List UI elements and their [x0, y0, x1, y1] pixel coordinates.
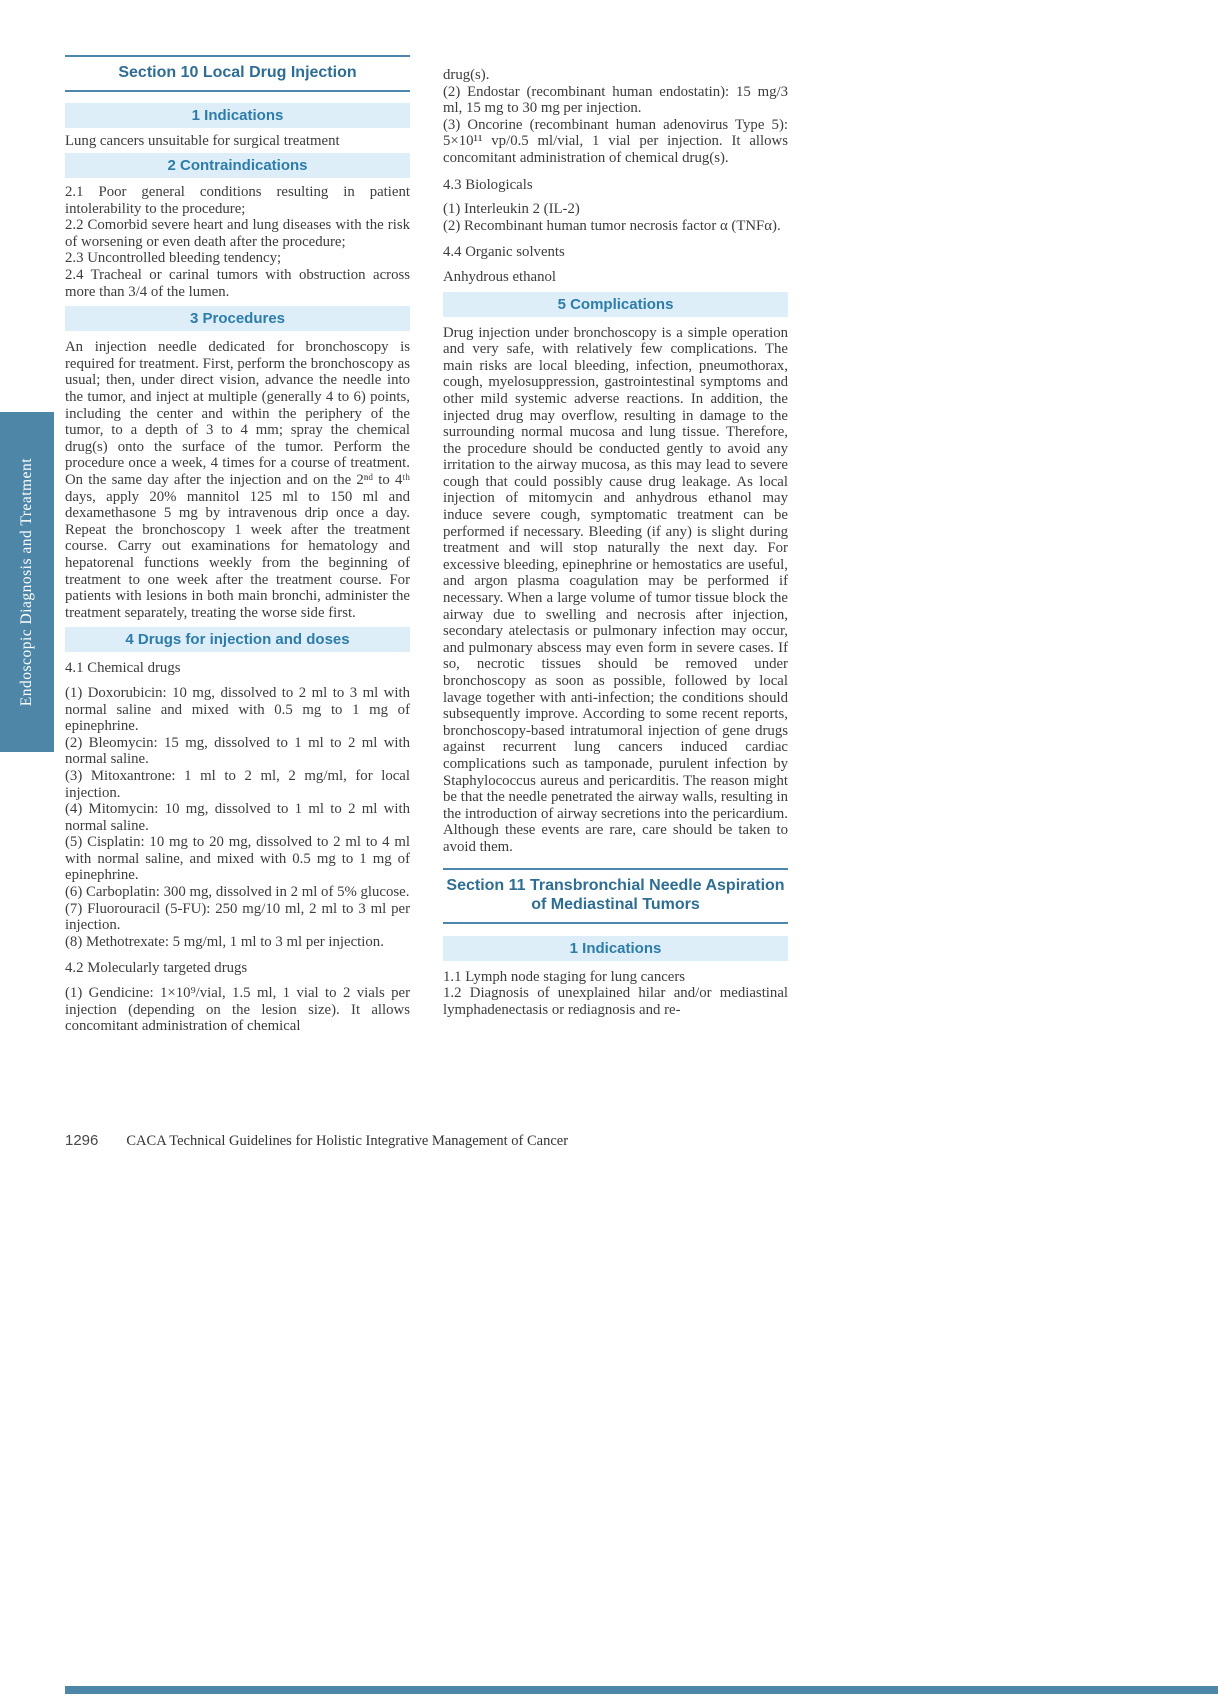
right-column — [443, 0, 788, 1018]
bottom-accent-rule — [65, 1686, 1218, 1694]
chemical-drug-item: (2) Bleomycin: 15 mg, dissolved to 1 ml to 2 ml with normal saline. — [65, 734, 410, 768]
chemical-drug-item: (4) Mitomycin: 10 mg, dissolved to 1 ml to 2 ml with normal saline. — [65, 801, 410, 834]
page-footer — [65, 1132, 568, 1150]
heading-indications: 1 Indications — [65, 103, 410, 128]
left-column — [65, 0, 410, 1035]
biological-item: (1) Interleukin 2 (IL-2) — [443, 201, 580, 218]
chapter-tab — [0, 412, 54, 752]
heading-drugs-doses: 4 Drugs for injection and doses — [65, 627, 410, 652]
indication-item: 1.1 Lymph node staging for lung cancers — [443, 968, 686, 985]
page-number: 1296 — [65, 1132, 99, 1149]
chemical-drug-item: (8) Methotrexate: 5 mg/ml, 1 ml to 3 ml per injection. — [65, 933, 384, 950]
indication-item: 1.2 Diagnosis of unexplained hilar and/or mediastinal lymphadenectasis or rediagnosis and re- — [443, 985, 788, 1018]
contraindication-item: 2.4 Tracheal or carinal tumors with obstruction across more than 3/4 of the lumen. — [65, 267, 410, 300]
heading-complications: 5 Complications — [443, 292, 788, 317]
subheading-organic-solvents: 4.4 Organic solvents — [443, 244, 565, 261]
chapter-tab-label: Endoscopic Diagnosis and Treatment — [18, 457, 35, 707]
chemical-drug-item: (5) Cisplatin: 10 mg to 20 mg, dissolved to 2 ml to 4 ml with normal saline, and mixed with 0.5 mg to 1 mg of epinephrine. — [65, 834, 410, 884]
contraindication-item: 2.1 Poor general conditions resulting in patient intolerability to the procedure; — [65, 184, 410, 217]
section-11-title: Section 11 Transbronchial Needle Aspiration of Mediastinal Tumors — [443, 868, 788, 924]
organic-solvent-text: Anhydrous ethanol — [443, 268, 557, 285]
targeted-drug-item: (2) Endostar (recombinant human endostatin): 15 mg/3 ml, 15 mg to 30 mg per injection. — [443, 83, 788, 117]
procedures-paragraph: An injection needle dedicated for bronchoscopy is required for treatment. First, perform the bronchoscopy as usual; then, under direct vision, advance the needle into the tumor, and inject at multiple (generally 4 to 6) points, including the center and within the periphery of the tumor, to a depth of 3 to 4 mm; spray the chemical drug(s) onto the surface of the tumor. Perform the procedure once a week, 4 times for a course of treatment. On the same day after the injection and on the 2ⁿᵈ to 4ᵗʰ days, apply 20% mannitol 125 ml to 150 ml and dexamethasone 5 mg by intravenous drip once a day. Repeat the bronchoscopy 1 week after the treatment course. Carry out examinations for hematology and hepatorenal functions weekly from the beginning of treatment to one week after the treatment course. For patients with lesions in both main bronchi, administer the treatment separately, treating the worse side first. — [65, 339, 410, 621]
contraindication-item: 2.3 Uncontrolled bleeding tendency; — [65, 250, 282, 267]
targeted-drug-item: (1) Gendicine: 1×10⁹/vial, 1.5 ml, 1 vial to 2 vials per injection (depending on the lesion size). It allows concomitant administration of chemical — [65, 985, 410, 1035]
chemical-drug-item: (1) Doxorubicin: 10 mg, dissolved to 2 ml to 3 ml with normal saline and mixed with 0.5 mg to 1 mg of epinephrine. — [65, 684, 410, 735]
heading-indications-s11: 1 Indications — [443, 936, 788, 961]
complications-paragraph: Drug injection under bronchoscopy is a simple operation and very safe, with relatively few complications. The main risks are local bleeding, infection, pneumothorax, cough, myelosuppression, gastrointestinal symptoms and other mild systemic adverse reactions. In addition, the injected drug may overflow, resulting in damage to the surrounding normal mucosa and lung tissue. Therefore, the procedure should be conducted gently to avoid any irritation to the airway mucosa, as this may lead to severe cough that could possibly cause drug leakage. As local injection of mitomycin and anhydrous ethanol may induce severe cough, symptomatic treatment can be performed if necessary. Bleeding (if any) is slight during treatment and will stop naturally the next day. For excessive bleeding, epinephrine or hemostatics are useful, and argon plasma coagulation may be performed if necessary. When a large volume of tumor tissue block the airway due to swelling and necrosis after injection, secondary atelectasis or pulmonary infection may occur, and pulmonary abscess may even form in severe cases. If so, necrotic tissues should be removed under bronchoscopy as soon as possible, followed by local lavage together with anti-infection; the conditions should subsequently improve. According to some recent reports, bronchoscopy-based intratumoral injection of gene drugs against recurrent lung cancers induced cardiac complications such as tamponade, purulent infection by Staphylococcus aureus and pericarditis. The reason might be that the needle penetrated the airway walls, resulting in the introduction of airway secretions into the pericardium. Although these events are rare, care should be taken to avoid them. — [443, 324, 788, 855]
chemical-drug-item: (7) Fluorouracil (5-FU): 250 mg/10 ml, 2 ml to 3 ml per injection. — [65, 900, 410, 934]
subheading-chemical-drugs: 4.1 Chemical drugs — [65, 660, 181, 677]
heading-procedures: 3 Procedures — [65, 306, 410, 331]
chemical-drug-item: (3) Mitoxantrone: 1 ml to 2 ml, 2 mg/ml, for local injection. — [65, 767, 410, 801]
section-10-title: Section 10 Local Drug Injection — [65, 55, 410, 92]
targeted-drug-item: (3) Oncorine (recombinant human adenovirus Type 5): 5×10¹¹ vp/0.5 ml/vial, 1 vial per injection. It allows concomitant administration of chemical drug(s). — [443, 116, 788, 166]
contraindication-item: 2.2 Comorbid severe heart and lung diseases with the risk of worsening or even death after the procedure; — [65, 217, 410, 250]
heading-contraindications: 2 Contraindications — [65, 153, 410, 178]
subheading-targeted-drugs: 4.2 Molecularly targeted drugs — [65, 960, 248, 977]
footer-book-title: CACA Technical Guidelines for Holistic Integrative Management of Cancer — [126, 1133, 569, 1149]
chemical-drug-item: (6) Carboplatin: 300 mg, dissolved in 2 ml of 5% glucose. — [65, 884, 410, 901]
subheading-biologicals: 4.3 Biologicals — [443, 176, 533, 193]
biological-item: (2) Recombinant human tumor necrosis factor α (TNFα). — [443, 217, 781, 234]
targeted-continuation: drug(s). — [443, 67, 490, 83]
indications-text: Lung cancers unsuitable for surgical treatment — [65, 132, 340, 149]
